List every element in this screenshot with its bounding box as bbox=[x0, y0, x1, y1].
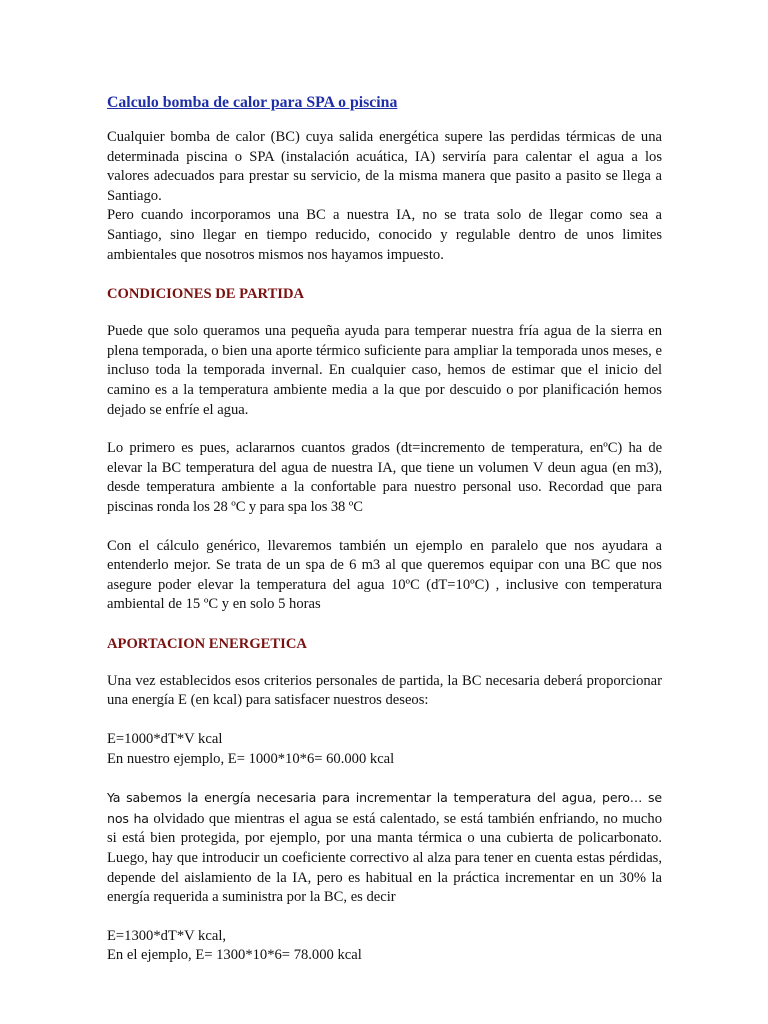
intro-paragraph-2: Pero cuando incorporamos una BC a nuestra IA, no se trata solo de llegar como sea a Santiago, sino llegar en tiempo reducido, conocido y regulable dentro de unos limites ambientales que nosotros mismos nos hayamos impuesto. bbox=[107, 207, 662, 263]
example-2: En el ejemplo, E= 1300*10*6= 78.000 kcal bbox=[107, 947, 362, 964]
document-body bbox=[107, 93, 662, 966]
condiciones-paragraph-2: Lo primero es pues, aclararnos cuantos grados (dt=incremento de temperatura, enºC) ha de elevar la BC temperatura del agua de nuestra IA, que tiene un volumen V deun agua (en m3), desde temperatura ambiente a la confortable para nuestro personal uso. Recordad que para piscinas ronda los 28 ºC y para spa los 38 ºC bbox=[107, 440, 662, 515]
aportacion-paragraph-2 bbox=[107, 788, 662, 908]
aportacion-paragraph-2-rest: olvidado que mientras el agua se está calentado, se está también enfriando, no mucho si está bien protegida, por ejemplo, por una manta térmica o una cubierta de policarbonato. Luego, hay que introducir un coeficiente correctivo al alza para tener en cuenta estas pérdidas, depende del aislamiento de la IA, pero es habitual en la práctica incrementar en un 30% la energía requerida a suministra por la BC, es decir bbox=[107, 810, 662, 906]
section-heading-aportacion: APORTACION ENERGETICA bbox=[107, 635, 307, 652]
condiciones-paragraph-1: Puede que solo queramos una pequeña ayuda para temperar nuestra fría agua de la sierra en plena temporada, o bien una aporte térmico suficiente para ampliar la temporada unos meses, e incluso toda la temporada invernal. En cualquier caso, hemos de estimar que el inicio del camino es a la temperatura ambiente media a la que por descuido o por planificación hemos dejado se enfríe el agua. bbox=[107, 323, 662, 418]
aportacion-paragraph-2-first-line: Ya sabemos la energía necesaria para incrementar la temperatura del agua, pero… se nos ha bbox=[107, 790, 662, 826]
formula-1: E=1000*dT*V kcal bbox=[107, 731, 223, 748]
intro-paragraph-1: Cualquier bomba de calor (BC) cuya salida energética supere las perdidas térmicas de una determinada piscina o SPA (instalación acuática, IA) serviría para calentar el agua a los valores adecuados para prestar su servicio, de la misma manera que pasito a pasito se llega a Santiago. bbox=[107, 129, 662, 204]
example-1: En nuestro ejemplo, E= 1000*10*6= 60.000 kcal bbox=[107, 750, 395, 767]
formula-2: E=1300*dT*V kcal, bbox=[107, 927, 227, 944]
section-heading-condiciones: CONDICIONES DE PARTIDA bbox=[107, 286, 305, 303]
document-title: Calculo bomba de calor para SPA o piscina bbox=[107, 94, 398, 111]
condiciones-paragraph-3: Con el cálculo genérico, llevaremos también un ejemplo en paralelo que nos ayudara a entenderlo mejor. Se trata de un spa de 6 m3 al que queremos equipar con una BC que nos asegure poder elevar la temperatura del agua 10ºC (dT=10ºC) , inclusive con temperatura ambiental de 15 ºC y en solo 5 horas bbox=[107, 537, 662, 613]
aportacion-paragraph-1: Una vez establecidos esos criterios personales de partida, la BC necesaria deberá proporcionar una energía E (en kcal) para satisfacer nuestros deseos: bbox=[107, 672, 662, 709]
